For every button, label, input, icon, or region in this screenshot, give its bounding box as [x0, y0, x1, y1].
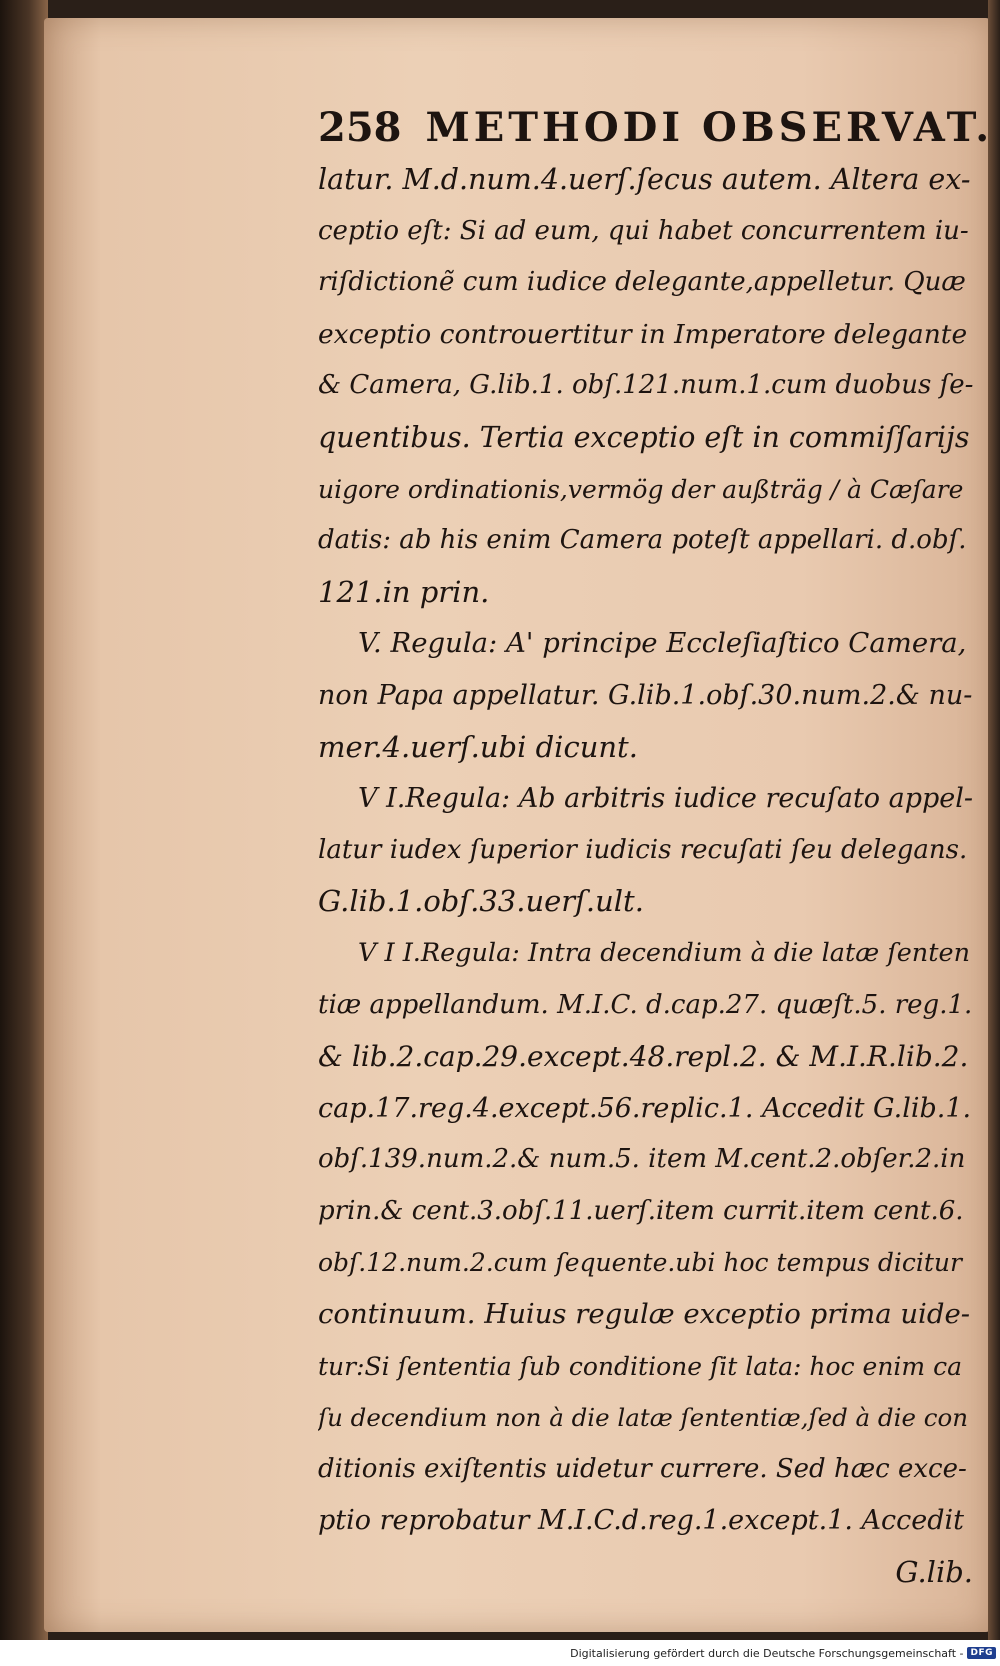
text-line: continuum. Huius regulæ exceptio prima uide-: [318, 1298, 971, 1331]
rule-heading-line: V I.Regula: Ab arbitris iudice recuſato appel-: [358, 783, 973, 815]
text-line: non Papa appellatur. G.lib.1.obſ.30.num.2.& nu-: [318, 679, 973, 711]
text-line: obſ.12.num.2.cum ſequente.ubi hoc tempus dicitur: [318, 1248, 962, 1278]
text-line: tur:Si ſententia ſub conditione ſit lata: hoc enim ca: [318, 1351, 962, 1381]
running-header: [318, 104, 994, 151]
text-line: & Camera, G.lib.1. obſ.121.num.1.cum duobus ſe-: [318, 370, 973, 401]
digitization-footer: [0, 1640, 996, 1666]
text-line: cap.17.reg.4.except.56.replic.1. Accedit G.lib.1.: [318, 1092, 972, 1124]
footer-credit: Digitalisierung gefördert durch die Deutsche Forschungsgemeinschaft -: [570, 1646, 964, 1660]
text-line: quentibus. Tertia exceptio eſt in commiſſarijs: [318, 420, 970, 454]
text-line: ptio reprobatur M.I.C.d.reg.1.except.1. Accedit: [318, 1505, 965, 1537]
text-line: prin.& cent.3.obſ.11.uerſ.item currit.item cent.6.: [318, 1195, 964, 1226]
dfg-logo: DFG: [967, 1647, 996, 1659]
text-line: & lib.2.cap.29.except.48.repl.2. & M.I.R.lib.2.: [318, 1040, 969, 1074]
text-line: datis: ab his enim Camera poteſt appellari. d.obſ.: [318, 525, 967, 556]
book-binding-edge: [0, 0, 48, 1640]
text-line: mer.4.uerſ.ubi dicunt.: [318, 729, 638, 764]
text-line: uigore ordinationis,vermög der außträg / à Cæſare: [318, 474, 964, 504]
catchword: G.lib.: [895, 1555, 973, 1590]
text-line: riſdictionẽ cum iudice delegante,appelletur. Quæ: [318, 267, 966, 298]
text-line: latur. M.d.num.4.uerſ.ſecus autem. Altera ex-: [318, 163, 971, 196]
running-title: METHODI OBSERVAT.: [425, 104, 994, 151]
text-line: ceptio eſt: Si ad eum, qui habet concurrentem iu-: [318, 215, 969, 246]
text-line: tiæ appellandum. M.I.C. d.cap.27. quæſt.5. reg.1.: [318, 989, 973, 1020]
text-line: obſ.139.num.2.& num.5. item M.cent.2.obſer.2.in: [318, 1144, 966, 1175]
rule-heading-line: V. Regula: A' principe Eccleſiaſtico Camera,: [358, 627, 967, 660]
page-number: 258: [318, 104, 402, 151]
rule-heading-line: V I I.Regula: Intra decendium à die latæ ſenten: [358, 937, 970, 968]
text-line: exceptio controuertitur in Imperatore delegante: [318, 318, 968, 350]
book-fore-edge: [988, 0, 1000, 1640]
text-line: latur iudex ſuperior iudicis recuſati ſeu delegans.: [318, 834, 968, 865]
text-line: ſu decendium non à die latæ ſententiæ,ſed à die con: [318, 1403, 968, 1433]
text-line: G.lib.1.obſ.33.uerſ.ult.: [318, 884, 644, 919]
page-text: [318, 154, 973, 1599]
text-line: 121.in prin.: [318, 574, 490, 609]
text-line: ditionis exiſtentis uidetur currere. Sed hæc exce-: [318, 1453, 967, 1484]
